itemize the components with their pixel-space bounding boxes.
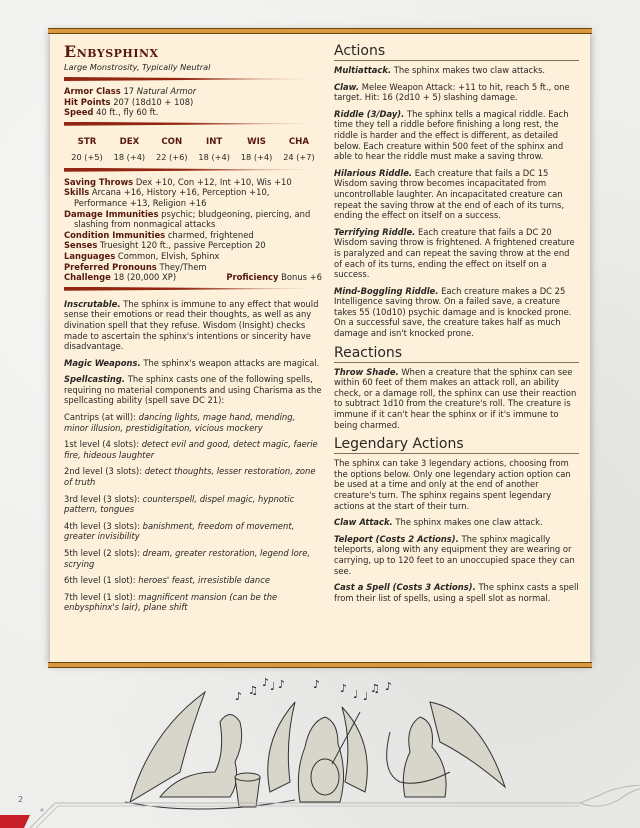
legendary-title: Teleport (Costs 2 Actions). <box>334 533 459 544</box>
monster-type: Large Monstrosity, Typically Neutral <box>64 62 211 72</box>
value: Truesight 120 ft., passive Perception 20 <box>100 240 266 251</box>
spell-names: dream, greater restoration, legend lore, scrying <box>64 548 311 569</box>
legendary-text: The sphinx magically teleports, along with any equipment they are wearing or carrying, up to 120 feet to an unoccupied space they can see. <box>334 533 575 576</box>
trait-spellcasting <box>64 374 322 406</box>
monster-name: Enbysphinx <box>64 42 159 61</box>
spell-list-1st <box>64 439 322 460</box>
action-hilarious-riddle <box>334 168 579 221</box>
card-top-border <box>48 28 592 34</box>
legendary-claw-attack <box>334 517 579 528</box>
spell-level: 4th level (3 slots): <box>64 520 140 531</box>
armor-class <box>64 86 322 97</box>
divider <box>64 77 322 81</box>
reaction-text: When a creature that the sphinx can see within 60 feet of them makes an attack roll, an ability check, or a damage roll, the sphinx can use their reaction to subtract 1d10 from the creature's roll. The creature is immune if it can't hear the sphinx or if it's immune to being charmed. <box>334 366 577 430</box>
spell-level: 7th level (1 slot): <box>64 591 136 602</box>
action-title: Mind-Boggling Riddle. <box>334 285 439 296</box>
spell-level: 3rd level (3 slots): <box>64 493 140 504</box>
ability-int <box>193 136 235 164</box>
svg-text:♪: ♪ <box>340 682 348 695</box>
legendary-title: Cast a Spell (Costs 3 Actions). <box>334 582 476 593</box>
label: Languages <box>64 250 116 261</box>
value: Arcana +16, History +16, Perception +10, Performance +13, Religion +16 <box>74 187 270 208</box>
action-text: The sphinx makes two claw attacks. <box>393 65 546 75</box>
value: Common, Elvish, Sphinx <box>117 250 220 261</box>
legendary-title: Claw Attack. <box>334 517 393 528</box>
condition-immunities <box>64 230 322 241</box>
spell-names: heroes' feast, irresistible dance <box>138 575 270 586</box>
action-mind-boggling-riddle <box>334 286 579 339</box>
skills <box>64 187 322 208</box>
label: Speed <box>64 107 94 118</box>
label: Senses <box>64 240 98 251</box>
label: Saving Throws <box>64 176 134 187</box>
label: Hit Points <box>64 96 111 107</box>
label: Condition Immunities <box>64 229 166 240</box>
action-text: Each creature that fails a DC 20 Wisdom saving throw is frightened. A frightened creature is paralyzed and can repeat the saving throw at the end of each of its turns, ending the effect on itself on a success. <box>334 226 575 280</box>
value: Dex +10, Con +12, Int +10, Wis +10 <box>135 176 292 187</box>
svg-text:♪: ♪ <box>235 690 243 703</box>
trait-magic-weapons <box>64 358 322 369</box>
page-footer-ornament <box>0 785 640 828</box>
ability-value: 18 (+4) <box>240 151 273 162</box>
spell-list-7th <box>64 592 322 613</box>
svg-text:♩: ♩ <box>363 690 369 703</box>
ability-wis <box>236 136 278 164</box>
action-title: Hilarious Riddle. <box>334 167 413 178</box>
action-title: Claw. <box>334 81 360 92</box>
svg-text:♫: ♫ <box>370 682 380 695</box>
trait-inscrutable <box>64 299 322 352</box>
ability-key: WIS <box>247 136 266 147</box>
svg-text:♪: ♪ <box>262 676 270 689</box>
ability-value: 18 (+4) <box>113 151 146 162</box>
legendary-text: The sphinx casts a spell from their list of spells, using a spell slot as normal. <box>334 582 579 603</box>
stat-block-left-column <box>64 43 322 619</box>
ability-cha <box>278 136 320 164</box>
action-text: Each creature that fails a DC 15 Wisdom saving throw becomes incapacitated from uncontrollable laughter. An incapacitated creature can repeat the saving throw at the end of each of its turns, ending the effect on itself on a success. <box>334 167 565 221</box>
spell-list-4th <box>64 521 322 542</box>
svg-text:♩: ♩ <box>353 688 359 701</box>
spell-list-5th <box>64 548 322 569</box>
spell-list-cantrips <box>64 412 322 433</box>
saving-throws <box>64 177 322 188</box>
legendary-teleport <box>334 534 579 576</box>
value: They/Them <box>159 261 207 272</box>
svg-text:♪: ♪ <box>385 680 393 693</box>
ability-key: INT <box>206 136 223 147</box>
divider <box>64 122 322 126</box>
ability-key: DEX <box>119 136 140 147</box>
languages <box>64 251 322 262</box>
action-text: Each creature makes a DC 25 Intelligence saving throw. On a failed save, a creature takes 55 (10d10) psychic damage and is knocked prone. On a successful save, the creature takes half as much damage and isn't knocked prone. <box>334 285 572 339</box>
ability-key: STR <box>77 136 97 147</box>
value: 17 <box>123 86 135 96</box>
action-multiattack <box>334 65 579 76</box>
spell-list-6th <box>64 575 322 586</box>
svg-text:♪: ♪ <box>313 678 321 691</box>
label: Damage Immunities <box>64 208 159 219</box>
stat-block-card <box>50 31 590 665</box>
hit-points <box>64 97 322 108</box>
ability-str <box>66 136 108 164</box>
challenge <box>64 272 176 283</box>
section-heading-actions: Actions <box>334 43 579 61</box>
divider <box>64 287 322 291</box>
legendary-cast-spell <box>334 582 579 603</box>
action-riddle <box>334 109 579 162</box>
spell-level: 6th level (1 slot): <box>64 575 136 586</box>
page-number: 2 <box>18 795 24 804</box>
label: Challenge <box>64 272 111 283</box>
action-title: Terrifying Riddle. <box>334 226 416 237</box>
svg-text:♪: ♪ <box>278 678 286 691</box>
value: 18 (20,000 XP) <box>113 272 177 283</box>
challenge-row <box>64 272 322 283</box>
trait-title: Inscrutable. <box>64 298 121 309</box>
spell-names: dancing lights, mage hand, mending, minor illusion, prestidigitation, vicious mockery <box>64 412 296 433</box>
spell-names: magnificent mansion (can be the enbysphinx's lair), plane shift <box>64 591 278 613</box>
ability-con <box>151 136 193 164</box>
legendary-intro: The sphinx can take 3 legendary actions, choosing from the options below. Only one legendary action option can be used at a time and only at the end of another creature's turn. The sphinx regains spent legendary actions at the start of their turn. <box>334 458 571 511</box>
spell-names: banishment, freedom of movement, greater invisibility <box>64 520 295 542</box>
value: Bonus +6 <box>281 272 322 283</box>
spell-level: 1st level (4 slots): <box>64 439 140 450</box>
value: psychic; bludgeoning, piercing, and slashing from nonmagical attacks <box>74 208 311 230</box>
ability-value: 18 (+4) <box>198 151 230 162</box>
action-text: The sphinx tells a magical riddle. Each time they tell a riddle before finishing a long rest, the riddle is harder and the effect is different, as detailed below. Each creature within 500 feet of the sphinx and able to hear the riddle must make a saving throw. <box>334 108 569 162</box>
senses <box>64 240 322 251</box>
legendary-text: The sphinx makes one claw attack. <box>395 517 543 528</box>
svg-text:♫: ♫ <box>248 684 258 697</box>
ability-value: 24 (+7) <box>283 151 315 162</box>
action-terrifying-riddle <box>334 227 579 280</box>
ability-key: CON <box>161 136 183 147</box>
value: charmed, frightened <box>167 229 254 240</box>
trait-title: Magic Weapons. <box>64 357 141 368</box>
label: Proficiency <box>226 272 279 283</box>
ability-key: CHA <box>288 136 310 147</box>
action-title: Riddle (3/Day). <box>334 108 405 119</box>
reaction-throw-shade <box>334 367 579 431</box>
ability-value: 22 (+6) <box>156 151 188 162</box>
spell-names: counterspell, dispel magic, hypnotic pattern, tongues <box>64 493 295 515</box>
spell-list-3rd <box>64 494 322 515</box>
trait-text: The sphinx casts one of the following spells, requiring no material components and using Charisma as the spellcasting ability (spell save DC 21): <box>64 374 322 406</box>
spell-list-2nd <box>64 466 322 487</box>
trait-text: The sphinx is immune to any effect that would sense their emotions or read their thoughts, as well as any divination spell that they refuse. Wisdom (Insight) checks made to ascertain the sphinx's intentions or sincerity have disadvantage. <box>64 298 319 352</box>
speed <box>64 107 322 118</box>
action-title: Multiattack. <box>334 65 392 75</box>
spell-names: detect evil and good, detect magic, faerie fire, hideous laughter <box>64 439 318 460</box>
damage-immunities <box>64 209 322 230</box>
value: 40 ft., fly 60 ft. <box>96 107 159 118</box>
spell-level: Cantrips (at will): <box>64 412 136 423</box>
trait-text: The sphinx's weapon attacks are magical. <box>143 357 320 368</box>
ability-dex <box>108 136 150 164</box>
spell-level: 5th level (2 slots): <box>64 548 140 558</box>
svg-text:♩: ♩ <box>270 680 276 693</box>
section-heading-legendary-actions: Legendary Actions <box>334 436 579 454</box>
value: 207 (18d10 + 108) <box>113 96 194 107</box>
proficiency <box>226 272 322 283</box>
trait-title: Spellcasting. <box>64 374 126 385</box>
action-text: Melee Weapon Attack: +11 to hit, reach 5 ft., one target. Hit: 16 (2d10 + 5) slashing damage. <box>334 81 570 103</box>
divider <box>64 168 322 172</box>
spell-names: detect thoughts, lesser restoration, zone of truth <box>64 466 316 488</box>
spell-level: 2nd level (3 slots): <box>64 466 143 477</box>
note: Natural Armor <box>136 86 197 96</box>
preferred-pronouns <box>64 262 322 273</box>
section-heading-reactions: Reactions <box>334 345 579 363</box>
label: Skills <box>64 187 90 198</box>
label: Armor Class <box>64 86 121 96</box>
action-claw <box>334 82 579 103</box>
stat-block-right-column <box>334 43 579 609</box>
ability-value: 20 (+5) <box>71 151 103 162</box>
ability-scores <box>64 136 322 164</box>
label: Preferred Pronouns <box>64 261 157 272</box>
card-bottom-border <box>48 662 592 668</box>
reaction-title: Throw Shade. <box>334 366 399 377</box>
